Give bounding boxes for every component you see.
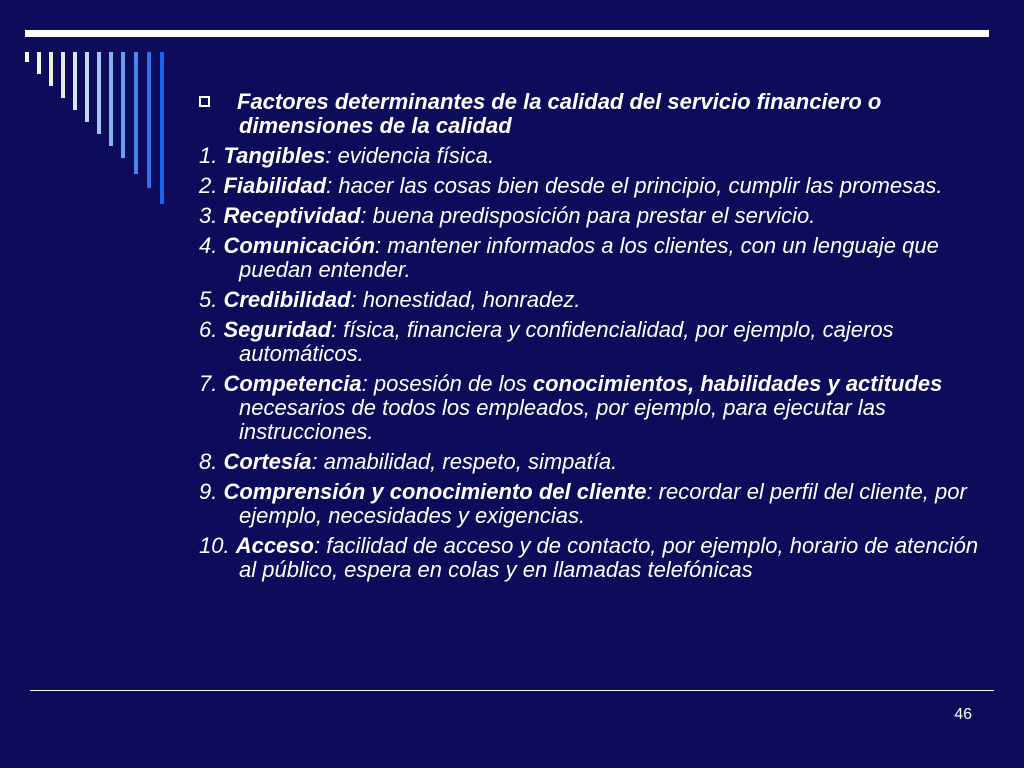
item-text: : mantener informados a los clientes, con un lenguaje que puedan entender. [239, 233, 939, 282]
item-term: Fiabilidad [223, 173, 327, 198]
item-text: : buena predisposición para prestar el servicio. [360, 203, 816, 228]
item-term: Comprensión y conocimiento del cliente [223, 479, 647, 504]
item-term: Cortesía [223, 449, 312, 474]
item-term: conocimientos, habilidades y actitudes [532, 371, 943, 396]
slide-content [199, 90, 979, 588]
square-bullet-icon [199, 96, 210, 107]
decorative-bar [97, 52, 101, 134]
dimension-list [199, 144, 979, 582]
item-text: : hacer las cosas bien desde el principio, cumplir las promesas. [326, 173, 943, 198]
item-term: Acceso [235, 533, 314, 558]
item-number: 6. [199, 317, 224, 342]
item-number: 1. [199, 143, 224, 168]
item-number: 9. [199, 479, 224, 504]
list-item [199, 450, 979, 474]
item-term: Credibilidad [223, 287, 351, 312]
decorative-bar [160, 52, 164, 204]
item-number: 2. [199, 173, 224, 198]
decorative-bar [109, 52, 113, 146]
list-item [199, 234, 979, 282]
item-text: necesarios de todos los empleados, por ejemplo, para ejecutar las instrucciones. [239, 395, 886, 444]
list-item [199, 534, 979, 582]
decorative-bar [134, 52, 138, 174]
item-number: 10. [199, 533, 236, 558]
decorative-bar [25, 52, 29, 62]
item-text: : posesión de los [361, 371, 533, 396]
item-number: 8. [199, 449, 224, 474]
decorative-bar [61, 52, 65, 98]
item-term: Receptividad [223, 203, 361, 228]
page-number: 46 [954, 706, 972, 723]
item-text: : amabilidad, respeto, simpatía. [311, 449, 618, 474]
item-term: Comunicación [223, 233, 376, 258]
list-item [199, 372, 979, 444]
list-item [199, 288, 979, 312]
slide-heading: Factores determinantes de la calidad del servicio financiero o dimensiones de la calidad [199, 90, 979, 138]
decorative-bar [121, 52, 125, 158]
decorative-bar [49, 52, 53, 86]
item-number: 3. [199, 203, 224, 228]
item-term: Competencia [223, 371, 362, 396]
item-number: 7. [199, 371, 224, 396]
top-rule [25, 30, 989, 37]
decorative-bar [85, 52, 89, 122]
item-term: Seguridad [223, 317, 332, 342]
item-number: 5. [199, 287, 224, 312]
bottom-rule [30, 690, 994, 691]
item-text: : física, financiera y confidencialidad, por ejemplo, cajeros automáticos. [239, 317, 894, 366]
item-number: 4. [199, 233, 224, 258]
item-text: : recordar el perfil del cliente, por ejemplo, necesidades y exigencias. [239, 479, 967, 528]
decorative-bar [147, 52, 151, 188]
item-text: : facilidad de acceso y de contacto, por ejemplo, horario de atención al público, espera en colas y en llamadas telefónicas [239, 533, 979, 582]
item-text: : evidencia física. [325, 143, 495, 168]
list-item [199, 480, 979, 528]
list-item [199, 204, 979, 228]
item-term: Tangibles [223, 143, 326, 168]
list-item [199, 144, 979, 168]
item-text: : honestidad, honradez. [350, 287, 581, 312]
decorative-bar [73, 52, 77, 110]
list-item [199, 318, 979, 366]
decorative-bar [37, 52, 41, 74]
list-item [199, 174, 979, 198]
